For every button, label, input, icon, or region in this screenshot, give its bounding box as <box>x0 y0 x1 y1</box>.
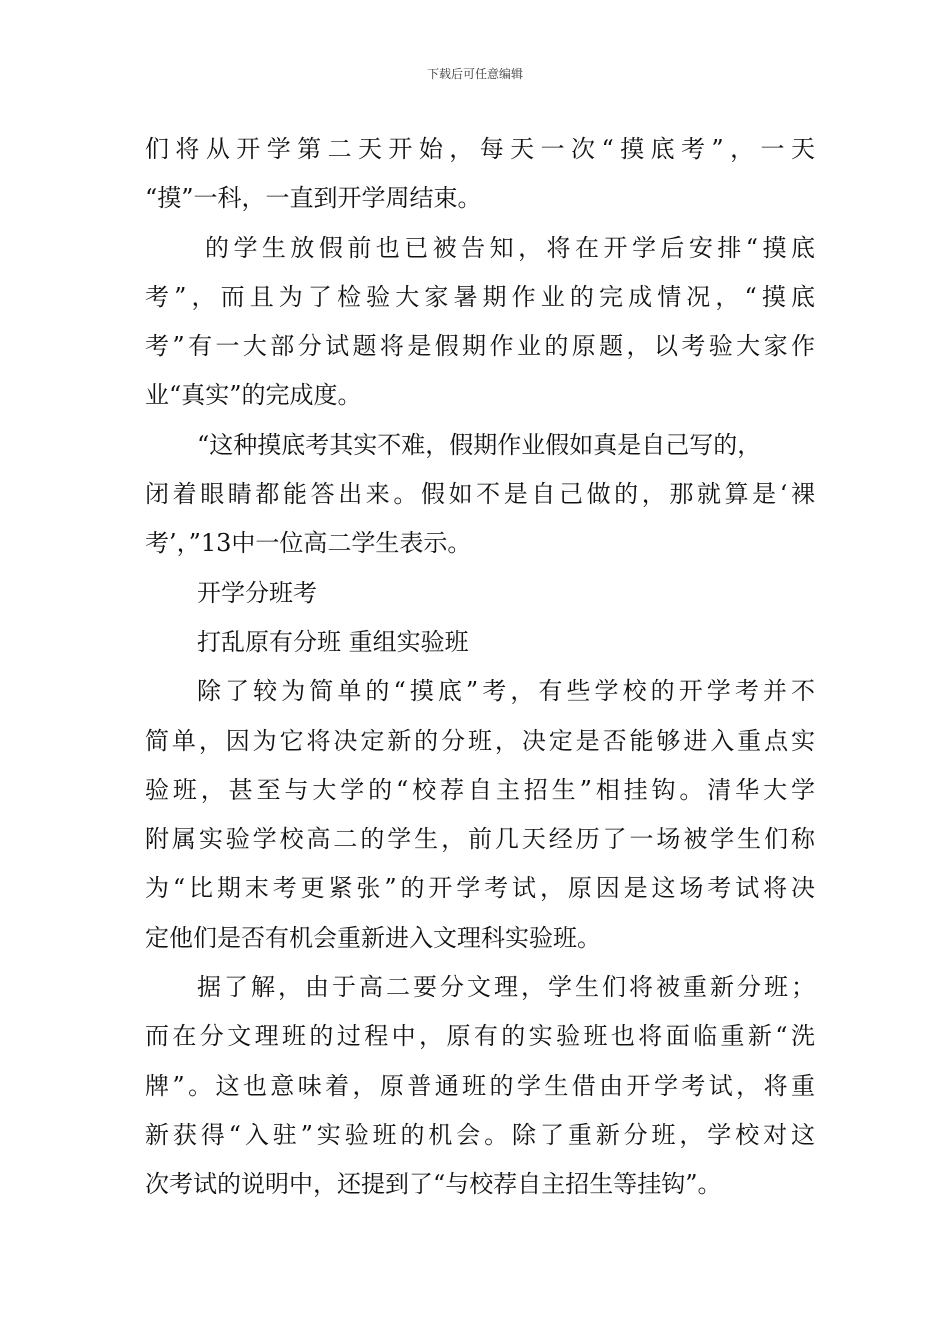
article-body <box>145 125 815 1210</box>
text-line: “摸”一科，一直到开学周结束。 <box>145 184 482 213</box>
text-line: 次考试的说明中，还提到了“与校荐自主招生等挂钩”。 <box>145 1170 722 1199</box>
text-line: 业“真实”的完成度。 <box>145 381 362 410</box>
text-line: 验班，甚至与大学的“校荐自主招生”相挂钩。清华大学 <box>145 775 815 804</box>
text-line: 附属实验学校高二的学生，前几天经历了一场被学生们称 <box>145 825 815 854</box>
text-line: 而在分文理班的过程中，原有的实验班也将面临重新“洗 <box>145 1022 815 1051</box>
text-line: 们将从开学第二天开始，每天一次“摸底考”，一天 <box>145 135 815 163</box>
text-line: 的学生放假前也已被告知，将在开学后安排“摸底 <box>205 233 815 262</box>
text-line: “这种摸底考其实不难，假期作业假如真是自己写的， <box>197 430 762 459</box>
text-line: 据了解，由于高二要分文理，学生们将被重新分班； <box>197 973 815 1002</box>
text-line: 新获得“入驻”实验班的机会。除了重新分班，学校对这 <box>145 1120 815 1149</box>
text-line: 除了较为简单的“摸底”考，有些学校的开学考并不 <box>197 677 815 706</box>
text-line: 简单，因为它将决定新的分班，决定是否能够进入重点实 <box>145 726 815 755</box>
section-subheading: 打乱原有分班 重组实验班 <box>197 627 469 656</box>
section-heading: 开学分班考 <box>197 578 317 607</box>
text-line: 考”有一大部分试题将是假期作业的原题，以考验大家作 <box>145 332 815 361</box>
text-line: 闭着眼睛都能答出来。假如不是自己做的，那就算是‘裸 <box>145 480 815 509</box>
text-line: 定他们是否有机会重新进入文理科实验班。 <box>145 923 601 952</box>
text-line: 牌”。这也意味着，原普通班的学生借由开学考试，将重 <box>145 1071 815 1100</box>
text-line: 为“比期末考更紧张”的开学考试，原因是这场考试将决 <box>145 874 815 903</box>
page-header: 下载后可任意编辑 <box>426 67 523 81</box>
text-line: 考”，而且为了检验大家暑期作业的完成情况，“摸底 <box>145 282 815 311</box>
text-line: 考’，”13中一位高二学生表示。 <box>145 529 472 558</box>
